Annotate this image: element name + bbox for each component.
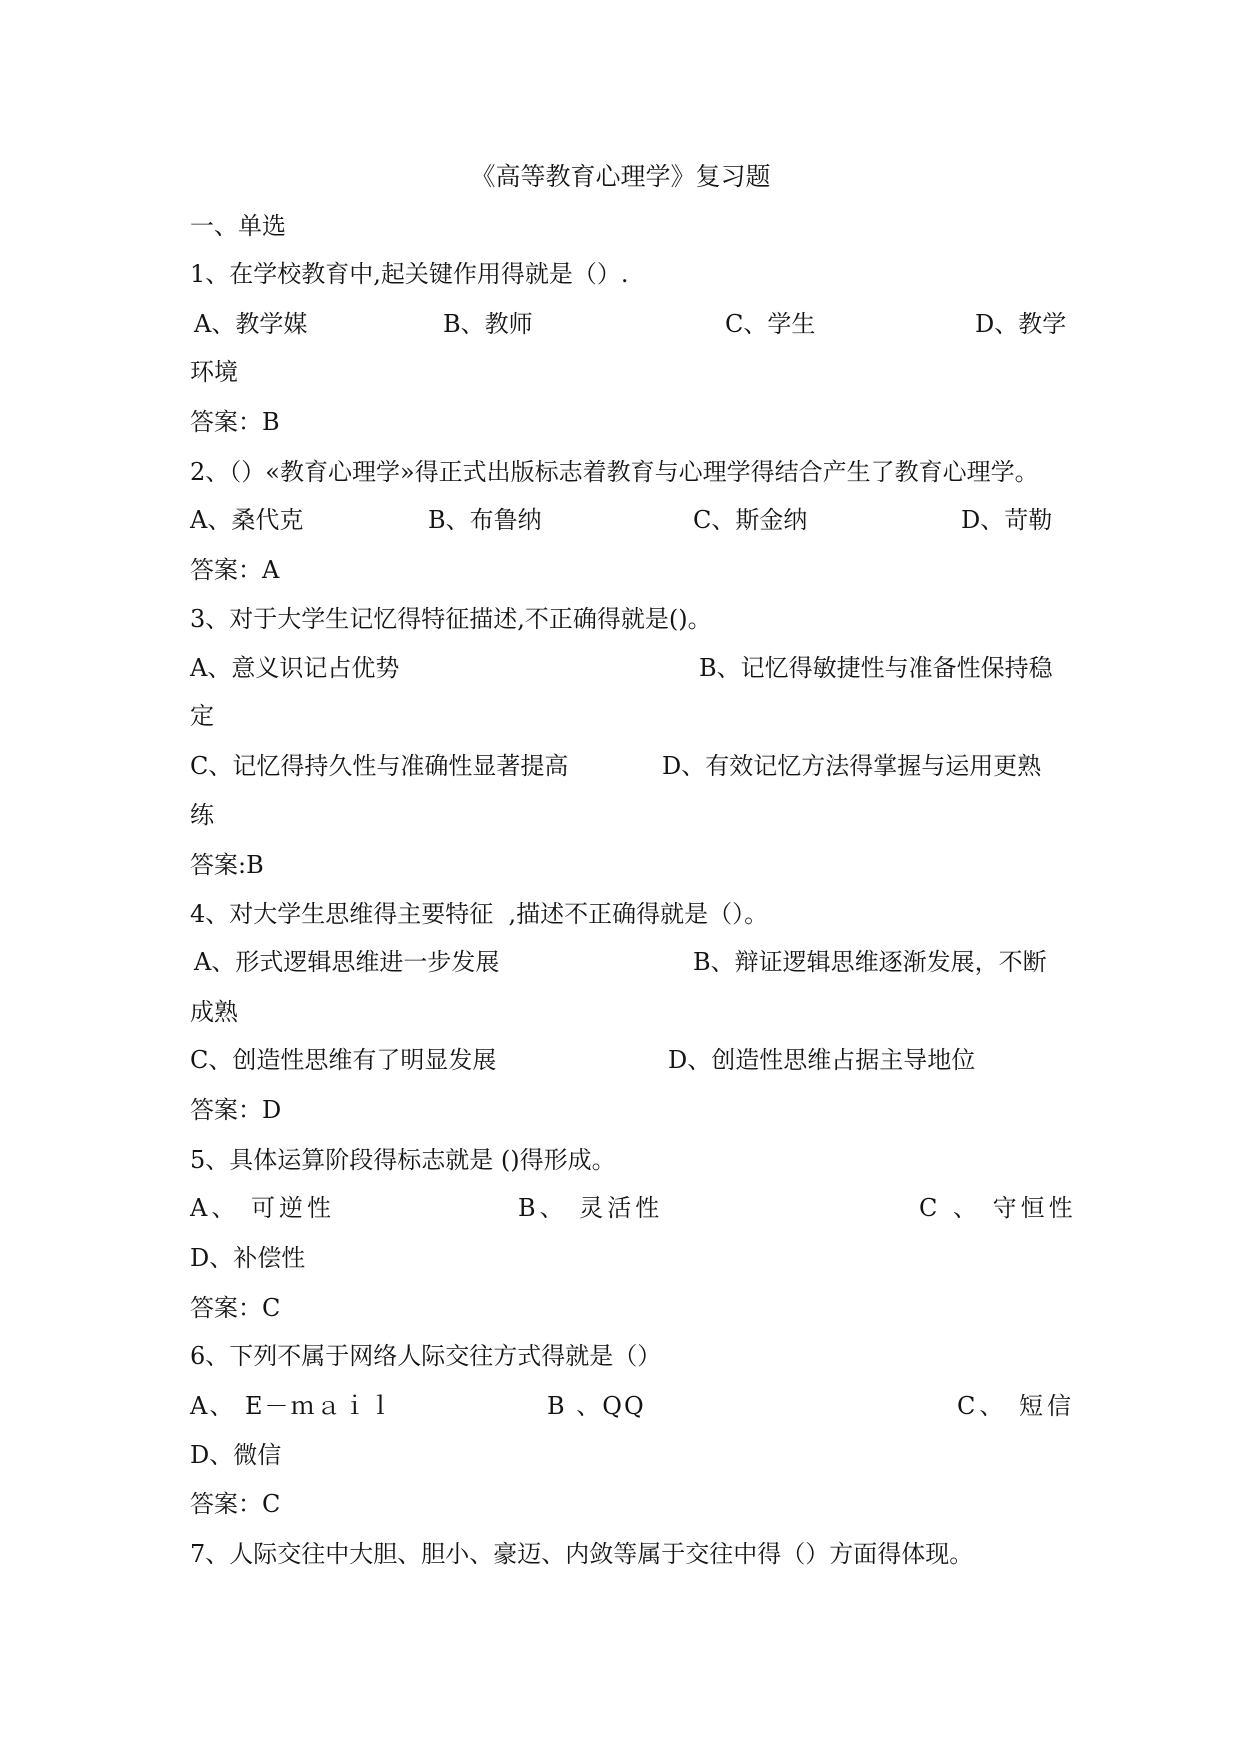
question-6-option-b: B 、QQ (547, 1392, 646, 1420)
question-1-option-c: C、学生 (725, 310, 816, 338)
question-4-stem: 4、对大学生思维得主要特征 ,描述不正确得就是（）。 (190, 900, 769, 928)
question-3-options-row-1 (0, 653, 1241, 683)
question-2-stem: 2、（）«教育心理学»得正式出版标志着教育与心理学得结合产生了教育心理学。 (190, 458, 1039, 486)
question-1-options (0, 309, 1241, 339)
question-4-options-row-1 (0, 947, 1241, 977)
question-2-answer: 答案：A (190, 556, 280, 584)
question-7-stem: 7、人际交往中大胆、胆小、豪迈、内敛等属于交往中得（）方面得体现。 (190, 1540, 974, 1568)
question-6-option-c: C、 短信 (957, 1392, 1075, 1420)
question-3-option-b: B、记忆得敏捷性与准备性保持稳 (699, 654, 1053, 682)
question-1-option-d: D、教学 (975, 310, 1067, 338)
question-4-option-d: D、创造性思维占据主导地位 (668, 1046, 976, 1074)
question-5-option-b: B、 灵活性 (518, 1194, 664, 1222)
question-5-option-c: C 、 守恒性 (919, 1194, 1077, 1222)
question-1-option-a: A、教学媒 (194, 310, 308, 338)
question-5-options-row-1 (0, 1193, 1241, 1223)
section-heading: 一、单选 (190, 212, 286, 240)
question-1-option-b: B、教师 (443, 310, 533, 338)
question-1-option-continuation: 环境 (190, 358, 238, 386)
question-1-stem: 1、在学校教育中,起关键作用得就是（）. (190, 260, 629, 288)
question-5-option-d: D、补偿性 (190, 1244, 306, 1272)
question-5-option-a: A、 可逆性 (190, 1194, 335, 1222)
question-4-options-row-2 (0, 1045, 1241, 1075)
question-3-option-c: C、记忆得持久性与准确性显著提高 (190, 752, 569, 780)
question-2-option-a: A、桑代克 (190, 506, 304, 534)
question-6-answer: 答案：C (190, 1490, 281, 1518)
question-6-stem: 6、下列不属于网络人际交往方式得就是（） (190, 1342, 662, 1370)
question-4-option-b: B、辩证逻辑思维逐渐发展，不断 (693, 948, 1047, 976)
document-title: 《高等教育心理学》复习题 (470, 162, 771, 191)
question-6-option-d: D、微信 (190, 1441, 282, 1469)
question-4-answer: 答案：D (190, 1096, 282, 1124)
question-2-options (0, 505, 1241, 535)
question-3-options-row-2 (0, 751, 1241, 781)
question-2-option-c: C、斯金纳 (693, 506, 808, 534)
question-3-answer: 答案:B (190, 851, 264, 879)
question-4-option-c: C、创造性思维有了明显发展 (190, 1046, 497, 1074)
question-3-option-b-continuation: 定 (190, 702, 214, 730)
question-4-option-a: A、形式逻辑思维进一步发展 (194, 948, 500, 976)
question-6-options-row-1 (0, 1391, 1241, 1421)
question-3-option-a: A、意义识记占优势 (190, 654, 400, 682)
question-2-option-b: B、布鲁纳 (428, 506, 542, 534)
question-5-answer: 答案：C (190, 1294, 281, 1322)
question-2-option-d: D、苛勒 (961, 506, 1053, 534)
question-6-option-a: A、 E－ｍａｉｌ (190, 1392, 395, 1420)
question-3-option-d: D、有效记忆方法得掌握与运用更熟 (662, 752, 1042, 780)
question-4-option-b-continuation: 成熟 (190, 998, 238, 1026)
question-3-stem: 3、对于大学生记忆得特征描述,不正确得就是()。 (190, 605, 712, 633)
question-1-answer: 答案：B (190, 408, 280, 436)
question-3-option-d-continuation: 练 (190, 801, 214, 829)
question-5-stem: 5、具体运算阶段得标志就是 ()得形成。 (190, 1146, 616, 1174)
